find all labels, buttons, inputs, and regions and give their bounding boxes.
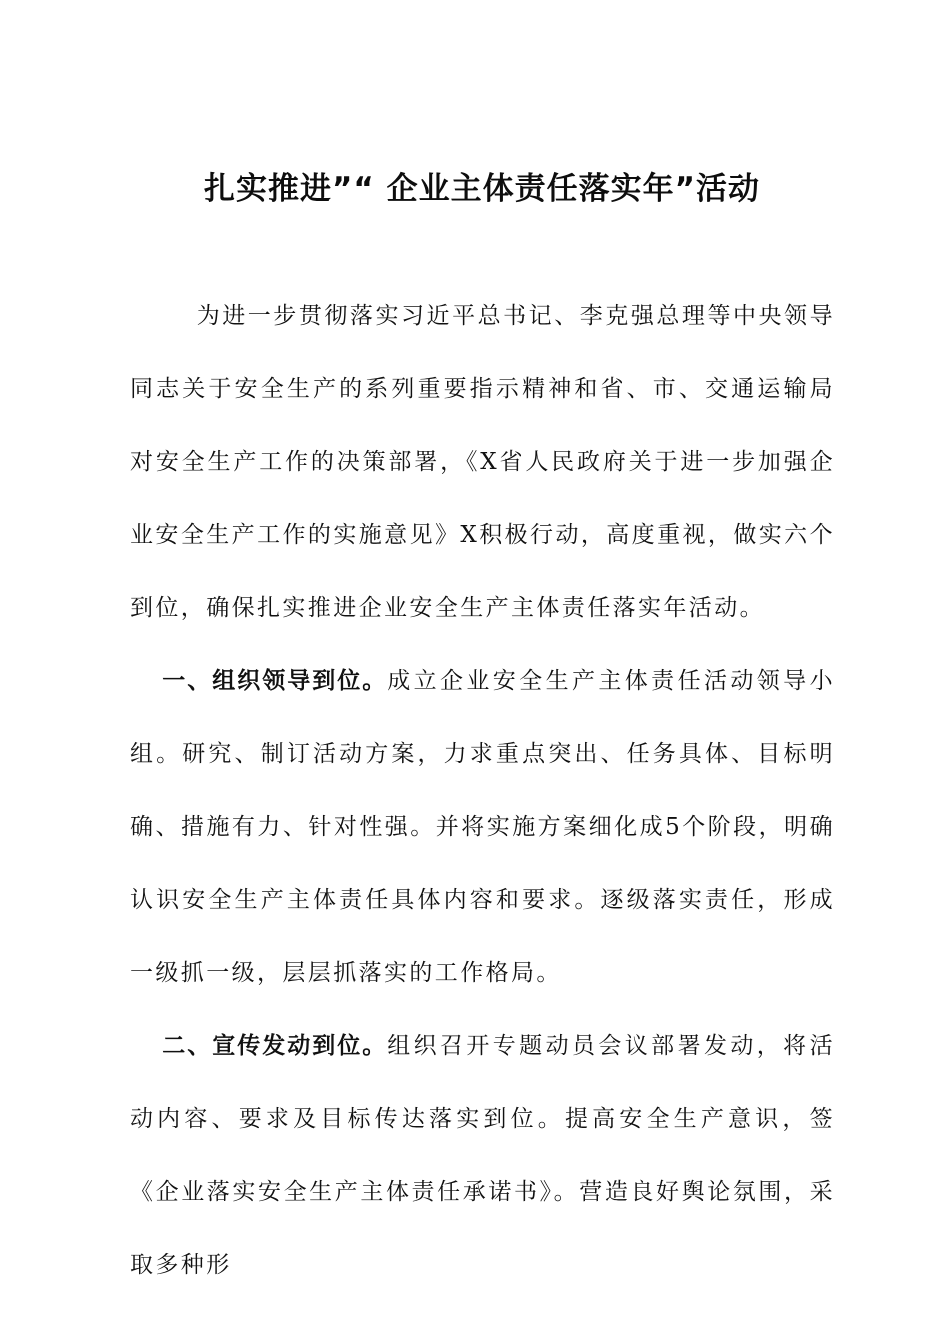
section-two-paragraph: [130, 1010, 835, 1302]
document-body: [130, 280, 835, 1302]
section-one-heading: 一、组织领导到位。: [162, 668, 388, 694]
section-two-text: 组织召开专题动员会议部署发动，将活动内容、要求及目标传达落实到位。提高安全生产意识，签《企业落实安全生产主体责任承诺书》。营造良好舆论氛围，采取多种形: [130, 1033, 835, 1278]
section-two-heading: 二、宣传发动到位。: [162, 1033, 388, 1059]
document-title: 扎实推进”“ 企业主体责任落实年”活动: [204, 171, 760, 207]
intro-paragraph: [130, 280, 835, 645]
section-one-text: 成立企业安全生产主体责任活动领导小组。研究、制订活动方案，力求重点突出、任务具体、目标明确、措施有力、针对性强。并将实施方案细化成5个阶段，明确认识安全生产主体责任具体内容和要求。逐级落实责任，形成一级抓一级，层层抓落实的工作格局。: [130, 668, 835, 986]
intro-paragraph-text: 为进一步贯彻落实习近平总书记、李克强总理等中央领导同志关于安全生产的系列重要指示精神和省、市、交通运输局对安全生产工作的决策部署，《X省人民政府关于进一步加强企业安全生产工作的实施意见》X积极行动，高度重视，做实六个到位，确保扎实推进企业安全生产主体责任落实年活动。: [130, 303, 835, 621]
section-one-paragraph: [130, 645, 835, 1010]
